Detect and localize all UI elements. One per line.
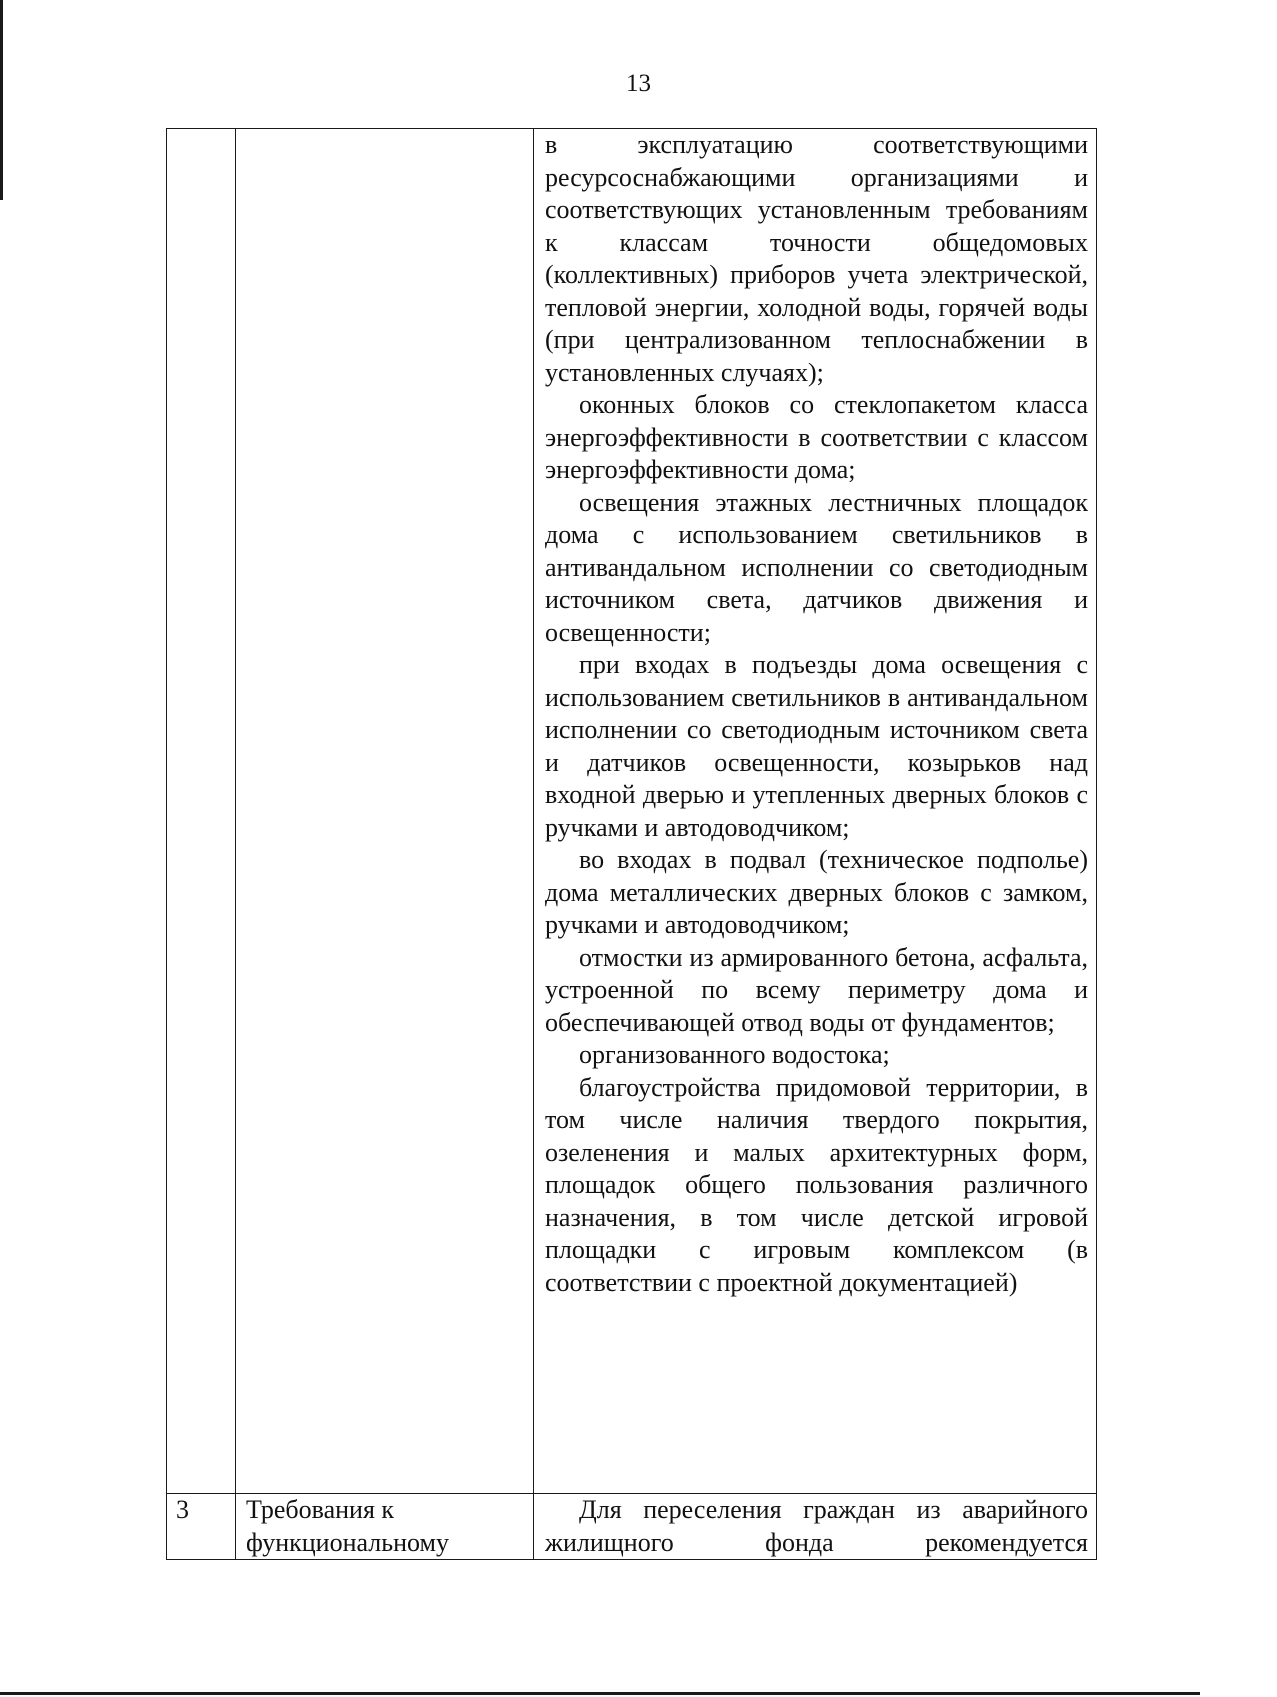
- table-row-continued: [167, 129, 1097, 1494]
- requirement-text-cell: [534, 1494, 1097, 1560]
- requirements-table: [166, 128, 1097, 1560]
- requirement-text-cell: [534, 129, 1097, 1494]
- page-number: 13: [626, 70, 651, 97]
- paragraph-entrance-lighting: при входах в подъезды дома освещения с использованием светильников в антивандальном исполнении со светодиодным источником света и датчиков освещенности, козырьков над входной дверью и утепленных дверных блоков с ручками и автодоводчиком;: [545, 650, 1088, 842]
- scan-edge-bottom: [0, 1692, 1200, 1695]
- table-row-3: [167, 1494, 1097, 1560]
- paragraph-windows: оконных блоков со стеклопакетом класса энергоэффективности в соответствии с классом энергоэффективности дома;: [545, 390, 1088, 484]
- row-number-cell: [167, 129, 236, 1494]
- paragraph-meters: в эксплуатацию соответствующими ресурсоснабжающими организациями и соответствующих установленным требованиям к классам точности общедомовых (коллективных) приборов учета электрической, тепловой энергии, холодной воды, горячей воды (при централизованном теплоснабжении в установленных случаях);: [545, 130, 1088, 387]
- requirement-name-cell: [236, 129, 534, 1494]
- requirement-name-line-1: Требования к: [246, 1495, 395, 1524]
- paragraph-resettlement: Для переселения граждан из аварийного жилищного фонда рекомендуется: [545, 1495, 1088, 1557]
- requirement-name-line-2: функциональному: [246, 1527, 449, 1557]
- paragraph-stair-lighting: освещения этажных лестничных площадок дома с использованием светильников в антивандальном исполнении со светодиодным источником света, датчиков движения и освещенности;: [545, 487, 1088, 647]
- scan-edge-left: [0, 0, 3, 200]
- paragraph-landscaping: благоустройства придомовой территории, в том числе наличия твердого покрытия, озеленения и малых архитектурных форм, площадок общего пользования различного назначения, в том числе детской игровой площадки с игровым комплексом (в соответствии с проектной документацией): [545, 1072, 1088, 1297]
- row-number-cell: 3: [167, 1494, 236, 1560]
- paragraph-blind-area: отмостки из армированного бетона, асфальта, устроенной по всему периметру дома и обеспечивающей отвод воды от фундаментов;: [545, 942, 1088, 1037]
- requirement-name-cell: [236, 1494, 534, 1560]
- paragraph-basement-doors: во входах в подвал (техническое подполье) дома металлических дверных блоков с замком, ручками и автодоводчиком;: [545, 845, 1088, 939]
- paragraph-drainage: организованного водостока;: [579, 1040, 890, 1069]
